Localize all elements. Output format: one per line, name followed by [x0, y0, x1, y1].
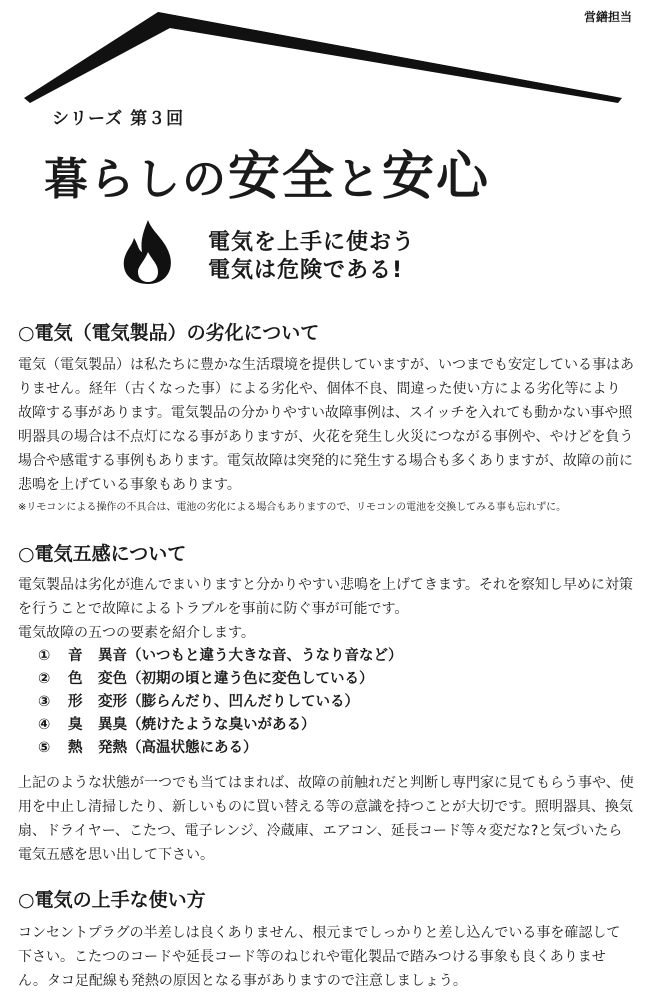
list-item: ③ 形 変形（膨らんだり、凹んだりしている） [38, 694, 359, 710]
remote-control-note: ※リモコンによる操作の不具合は、電池の劣化による場合もありますので、リモコンの電池を交換してみる事も忘れずに。 [18, 502, 567, 513]
five-elements-intro: 電気故障の五つの要素を紹介します。 [18, 625, 255, 641]
section-heading-deterioration: ○電気（電気製品）の劣化について [18, 322, 320, 344]
catchphrase-line-1: 電気を上手に使おう [208, 230, 416, 255]
five-elements-list [38, 645, 403, 760]
catchphrase-line-2: 電気は危険である! [208, 258, 404, 283]
list-item: ② 色 変色（初期の頃と違う色に変色している） [38, 671, 374, 687]
list-item: ① 音 異音（いつもと違う大きな音、うなり音など） [38, 648, 403, 664]
section-paragraph-five-senses: 電気製品は劣化が進んでまいりますと分かりやすい悲鳴を上げてきます。それを察知し早めに対策を行うことで故障によるトラブルを事前に防ぐ事が可能です。 [18, 577, 633, 617]
roof-illustration [0, 0, 650, 110]
section-heading-five-senses: ○電気五感について [18, 543, 187, 565]
list-item: ⑤ 熱 発熱（高温状態にある） [38, 740, 258, 756]
section-heading-proper-use: ○電気の上手な使い方 [18, 889, 206, 911]
title-part-4: 安心 [382, 146, 491, 207]
page-title [44, 134, 490, 209]
section-paragraph-proper-use: コンセントプラグの半差しは良くありません、根元までしっかりと差し込んでいる事を確認して下さい。こたつのコードや延長コード等のねじれや電化製品で踏みつける事象も良くありません。タコ足配線も発熱の原因となる事がありますので注意しましょう。 [18, 925, 621, 989]
catchphrase [208, 229, 415, 285]
section-paragraph-deterioration: 電気（電気製品）は私たちに豊かな生活環境を提供していますが、いつまでも安定している事はありません。経年（古くなった事）による劣化や、個体不良、間違った使い方による劣化等により故障する事があります。電気製品の分かりやすい故障事例は、スイッチを入れても動かない事や照明器具の場合は不点灯になる事がありますが、火花を発生し火災につながる事例や、やけどを負う場合や感電する事例もあります。電気故障は突発的に発生する場合も多くありますが、故障の前に悲鳴を上げている事象もあります。 [18, 357, 634, 493]
five-senses-closing: 上記のような状態が一つでも当てはまれば、故障の前触れだと判断し専門家に見てもらう事や、使用を中止し清掃したり、新しいものに買い替える等の意識を持つことが大切です。照明器具、換気扇、ドライヤー、こたつ、電子レンジ、冷蔵庫、エアコン、延長コード等々変だな?と気づいたら電気五感を思い出して下さい。 [18, 775, 634, 863]
title-part-2: 安全 [228, 146, 337, 207]
department-label: 営繕担当 [583, 10, 632, 24]
title-part-1: 暮らしの [44, 154, 228, 205]
title-part-3: と [336, 154, 383, 205]
list-item: ④ 臭 異臭（焼けたような臭いがある） [38, 717, 316, 733]
series-label: シリーズ 第３回 [52, 109, 185, 129]
flame-icon [118, 218, 178, 286]
